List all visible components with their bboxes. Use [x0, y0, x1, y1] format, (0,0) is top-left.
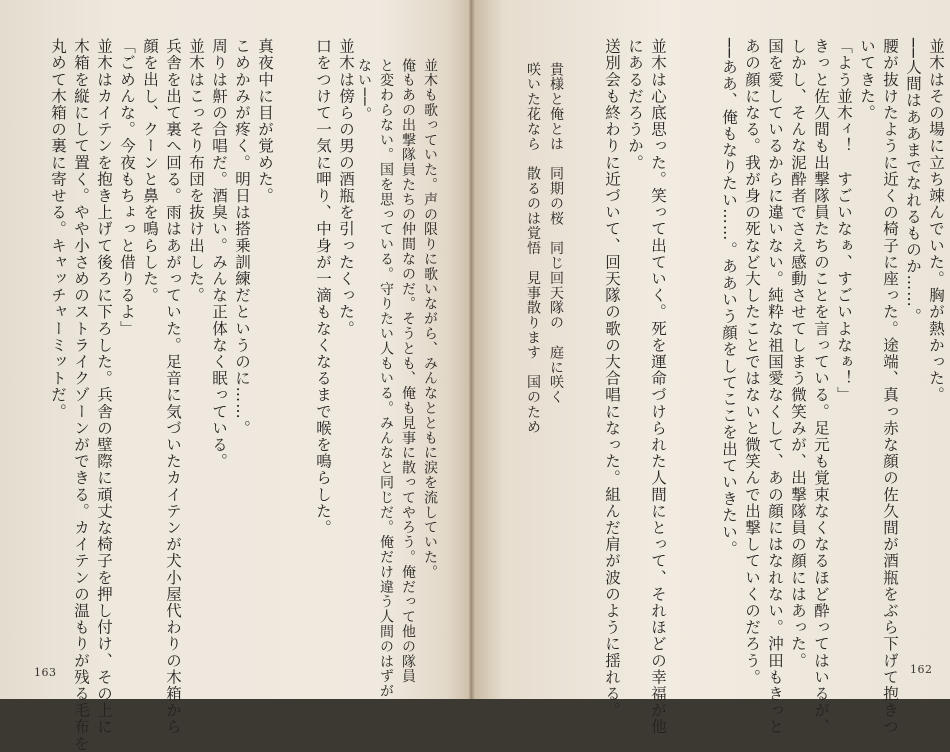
text-column: 丸めて木箱の裏に寄せる。キャッチャーミットだ。 — [49, 38, 67, 420]
left-page — [0, 0, 468, 752]
text-column: ──ああ、俺もなりたい……。ああいう顔をしてここを出ていきたい。 — [720, 38, 738, 557]
text-column: 「よう並木ィ！ すごいなぁ、すごいよなぁ！」 — [835, 38, 853, 404]
text-column: 並木は心底思った。笑って出ていく。死を運命づけられた人間にとって、それほどの幸福が他 — [649, 38, 667, 736]
text-column: 真夜中に目が覚めた。 — [256, 38, 274, 204]
text-column: ──人間はああまでなれるものか……。 — [904, 38, 922, 325]
text-column: 送別会も終わりに近づいて、回天隊の歌の大合唱になった。組んだ肩が波のように揺れる。 — [603, 38, 621, 719]
text-column: 「ごめんな。今夜もちょっと借りるよ」 — [118, 38, 136, 337]
page-number: 163 — [34, 666, 57, 679]
text-column: 並木は傍らの男の酒瓶を引ったくった。 — [337, 38, 355, 337]
song-verse-line: 咲いた花なら 散るのは覚悟 見事散ります 国のため — [525, 62, 541, 435]
text-column: 口をつけて一気に呷り、中身が一滴もなくなるまで喉を鳴らした。 — [314, 38, 332, 536]
text-column: 並木はこっそり布団を抜け出した。 — [187, 38, 205, 304]
text-column: 並木も歌っていた。声の限りに歌いながら、みんなとともに涙を流していた。 — [422, 58, 438, 580]
right-page — [478, 0, 950, 736]
text-column: 腰が抜けたように近くの椅子に座った。途端、真っ赤な顔の佐久間が酒瓶をぶら下げて抱きつ — [881, 38, 899, 736]
text-column: 国を愛しているからに違いない。純粋な祖国愛なくして、あの顔にはなれない。沖田もきっと — [766, 38, 784, 736]
text-column: 俺もあの出撃隊員たちの仲間なのだ。そうとも、俺も見事に散ってやろう。俺だって他の隊員 — [400, 58, 416, 684]
text-column: ない──。 — [356, 58, 372, 122]
text-column: こめかみが疼く。明日は搭乗訓練だというのに……。 — [233, 38, 251, 437]
text-column: 兵舎を出て裏へ回る。雨はあがっていた。足音に気づいたカイテンが犬小屋代わりの木箱から — [164, 38, 182, 736]
text-column: 並木はカイテンを抱き上げて後ろに下ろした。兵舎の壁際に頑丈な椅子を押し付け、その上に — [95, 38, 113, 736]
text-column: 周りは鼾の合唱だ。酒臭い。みんな正体なく眠っている。 — [210, 38, 228, 470]
page-number: 162 — [910, 663, 933, 676]
text-column: と変わらない。国を思っている。守りたい人もいる。みんなと同じだ。俺だけ違う人間のはずが — [378, 58, 394, 699]
text-column: 並木はその場に立ち竦んでいた。胸が熱かった。 — [927, 38, 945, 404]
text-column: きっと佐久間も出撃隊員たちのことを言っている。足元も覚束なくなるほど酔ってはいるが、 — [812, 38, 830, 736]
text-column: 木箱を縦にして置く。やや小さめのストライクゾーンができる。カイテンの温もりが残る毛布を — [72, 38, 90, 752]
text-column: にあるだろうか。 — [626, 38, 644, 171]
text-column: しかし、そんな泥酔者でさえ感動させてしまう微笑みが、出撃隊員の顔にはあった。 — [789, 38, 807, 669]
text-column: いてきた。 — [858, 38, 876, 121]
text-column: あの顔になる。我が身の死など大したことではないと微笑んで出撃していくのだろう。 — [743, 38, 761, 686]
song-verse-line: 貴様と俺とは 同期の桜 同じ回天隊の 庭に咲く — [548, 62, 564, 405]
text-column: 顔を出し、クーンと鼻を鳴らした。 — [141, 38, 159, 304]
